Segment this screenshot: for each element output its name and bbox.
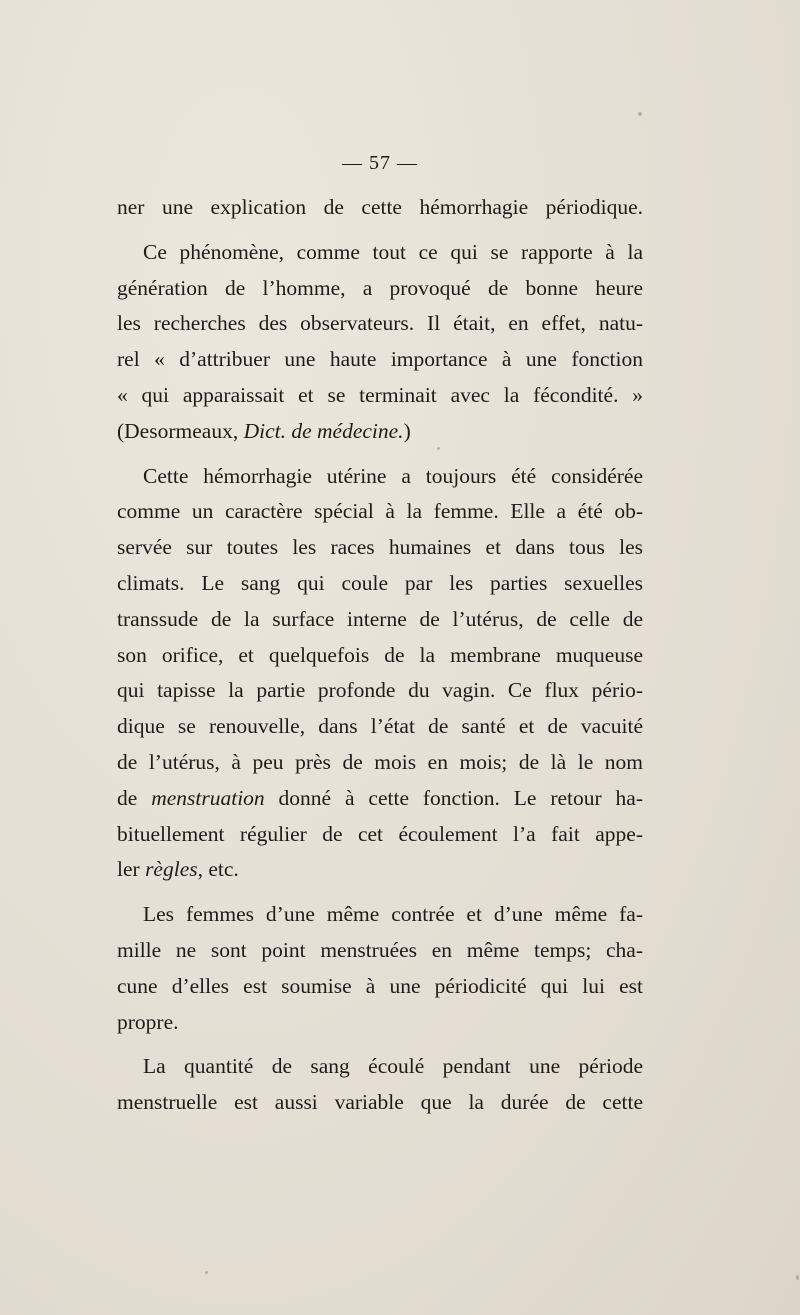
text-line: La quantité de sang écoulé pendant une période [143,1054,643,1079]
page-number: — 57 — [342,152,418,174]
text-line: Les femmes d’une même contrée et d’une même fa- [143,902,643,927]
text-segment: , etc. [197,857,239,882]
text-line: rel « d’attribuer une haute importance à une fonction [117,347,643,372]
paper-speck [437,447,440,450]
text-line: cune d’elles est soumise à une périodicité qui lui est [117,973,643,998]
text-line: propre. [117,1009,179,1034]
text-line: servée sur toutes les races humaines et dans tous les [117,535,643,560]
italic-term: menstruation [151,785,265,810]
body-text [117,190,643,1121]
paragraph [117,235,643,450]
text-line: climats. Le sang qui coule par les parties sexuelles [117,570,643,595]
text-line: les recherches des observateurs. Il était, en effet, natu- [117,311,643,336]
paragraph [117,1049,643,1121]
text-segment: (Desormeaux, [117,418,244,443]
text-line: « qui apparaissait et se terminait avec la fécondité. » [117,382,643,407]
text-line [117,781,643,817]
text-line: ner une explication de cette hémorrhagie périodique. [117,195,643,219]
paper-speck [205,1271,208,1274]
text-line: transsude de la surface interne de l’utérus, de celle de [117,606,643,631]
paragraph [117,897,643,1040]
paragraph [117,459,643,889]
text-line: Cette hémorrhagie utérine a toujours été considérée [143,463,643,488]
italic-term: règles [145,857,198,882]
paragraph [117,190,643,226]
text-line: Ce phénomène, comme tout ce qui se rapporte à la [143,239,643,264]
text-segment: ) [403,418,411,443]
paper-speck [796,1275,799,1280]
text-line [117,852,643,888]
text-line: bituellement régulier de cet écoulement l’a fait appe- [117,821,643,846]
citation-title: Dict. de médecine. [243,418,404,443]
text-line: dique se renouvelle, dans l’état de santé et de vacuité [117,714,643,739]
text-line: son orifice, et quelquefois de la membrane muqueuse [117,642,643,667]
text-line: comme un caractère spécial à la femme. Elle a été ob- [117,499,643,524]
text-line: de l’utérus, à peu près de mois en mois; de là le nom [117,749,643,774]
text-segment: ler [117,857,146,882]
text-segment: donné à cette fonction. Le retour ha- [264,785,643,810]
paper-speck [638,112,642,116]
text-segment: de [117,785,152,810]
text-line: génération de l’homme, a provoqué de bonne heure [117,275,643,300]
text-line: mille ne sont point menstruées en même temps; cha- [117,937,643,962]
text-line [117,414,643,450]
text-line: qui tapisse la partie profonde du vagin. Ce flux pério- [117,678,643,703]
text-line: menstruelle est aussi variable que la durée de cette [117,1090,643,1115]
